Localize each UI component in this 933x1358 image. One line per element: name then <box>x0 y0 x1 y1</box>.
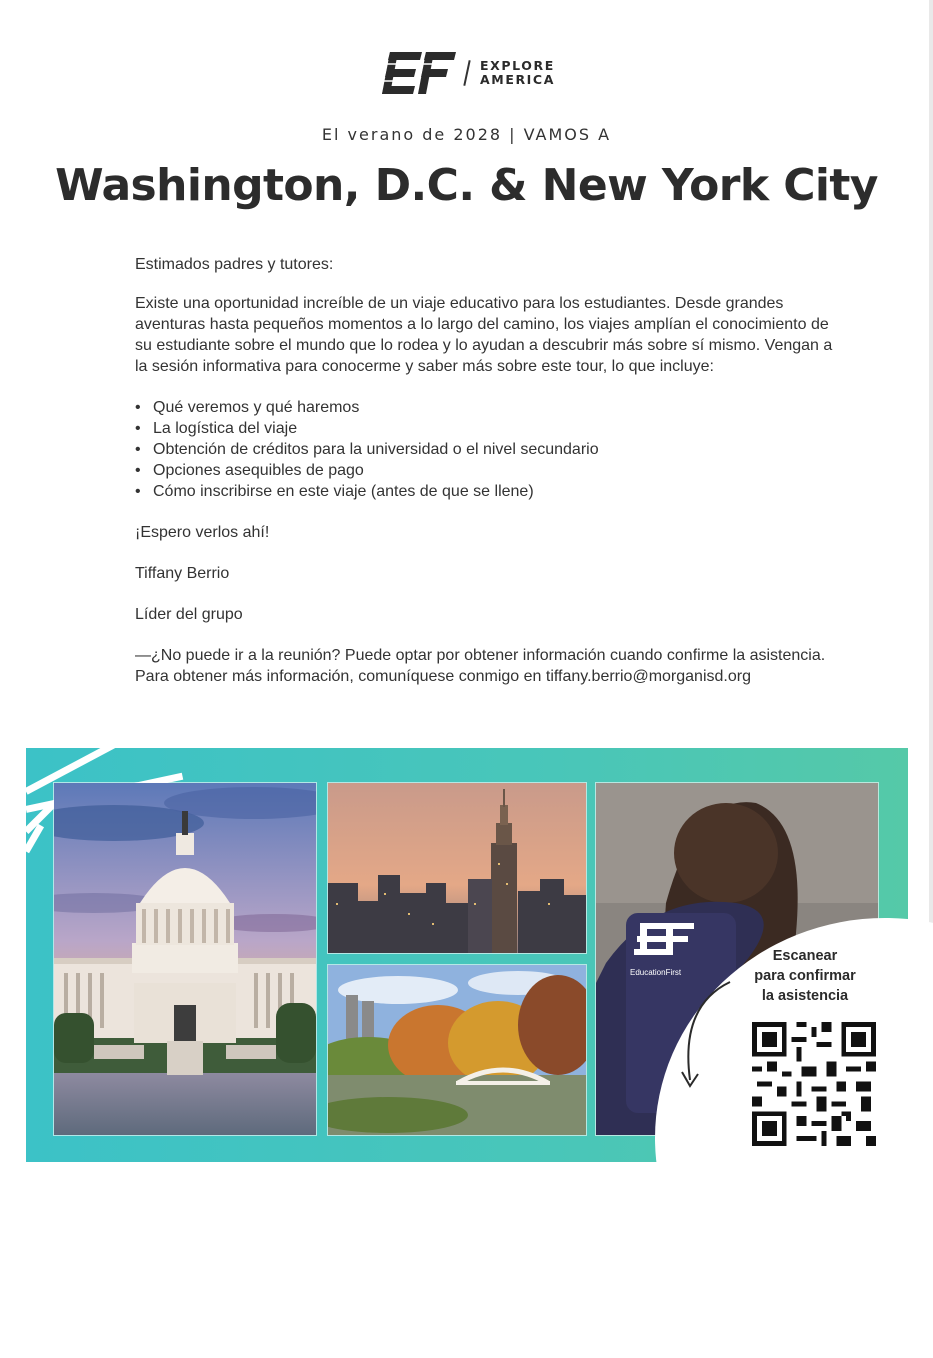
curved-arrow-icon <box>672 976 742 1096</box>
backpack-text: EducationFirst <box>630 968 682 977</box>
closing: ¡Espero verlos ahí! <box>135 524 270 541</box>
page-title: Washington, D.C. & New York City <box>55 160 878 211</box>
letter-body <box>135 254 835 687</box>
skyline-photo <box>327 782 587 954</box>
subtitle: El verano de 2028 | VAMOS A <box>321 125 612 144</box>
park-photo <box>327 964 587 1136</box>
ef-logo <box>382 52 555 94</box>
qr-code-icon[interactable] <box>752 1022 876 1146</box>
logo-line-2: AMERICA <box>480 72 555 87</box>
note-paragraph: —¿No puede ir a la reunión? Puede optar por obtener información cuando confirme la asistencia. Para obtener más información, comuníquese conmigo en tiffany.berrio@morganisd.org <box>135 647 826 685</box>
scan-line-1: Escanear <box>772 948 838 964</box>
bullet-item: • Cómo inscribirse en este viaje (antes de que se llene) <box>135 481 835 502</box>
bullet-item: • Obtención de créditos para la universidad o el nivel secundario <box>135 439 835 460</box>
capitol-photo <box>53 782 317 1136</box>
ef-logo-icon <box>382 52 456 94</box>
bullet-item: • Qué veremos y qué haremos <box>135 397 835 418</box>
signer-role: Líder del grupo <box>135 606 243 623</box>
scan-prompt <box>738 946 872 1006</box>
bullet-item: • Opciones asequibles de pago <box>135 460 835 481</box>
signer-name: Tiffany Berrio <box>135 565 230 582</box>
logo-divider <box>463 60 470 86</box>
logo-line-1: EXPLORE <box>480 58 555 73</box>
logo-wordmark <box>480 59 555 87</box>
bullet-item: • La logística del viaje <box>135 418 835 439</box>
bullet-list <box>135 397 835 502</box>
scan-line-2: para confirmar <box>754 968 856 984</box>
scan-line-3: la asistencia <box>761 988 849 1004</box>
intro-paragraph: Existe una oportunidad increíble de un viaje educativo para los estudiantes. Desde grandes aventuras hasta pequeños momentos a lo largo del camino, los viajes amplían el conocimiento de su estudiante sobre el mundo que lo rodea y lo ayudan a descubrir más sobre sí mismo. Vengan a la sesión informativa para conocerme y saber más sobre este tour, lo que incluye: <box>135 295 833 375</box>
greeting: Estimados padres y tutores: <box>135 256 334 273</box>
